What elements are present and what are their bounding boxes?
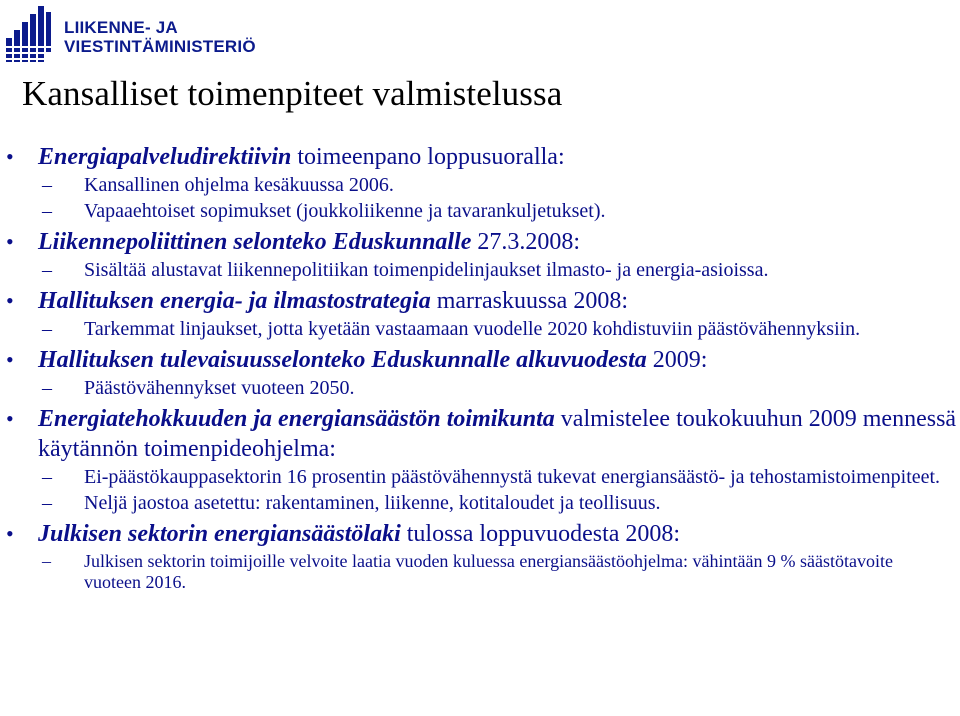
bullet-icon: • (6, 406, 14, 431)
list-item (0, 404, 960, 464)
dash-icon: – (42, 259, 52, 281)
dash-icon: – (42, 492, 52, 514)
logo-line-1: LIIKENNE- JA (64, 18, 178, 37)
sub-item (0, 259, 960, 282)
item-emphasis: Energiapalveludirektiivin (38, 144, 292, 170)
ministry-logo (6, 4, 306, 74)
list-item (0, 142, 960, 172)
list-item (0, 345, 960, 375)
sub-item (0, 200, 960, 223)
sub-item (0, 551, 960, 593)
ministry-logo-text (64, 18, 256, 56)
list-item (0, 286, 960, 316)
sub-item (0, 318, 960, 341)
ministry-logo-stripes-icon (6, 4, 62, 70)
bullet-icon: • (6, 229, 14, 254)
sub-item (0, 174, 960, 197)
sub-item-text: Vapaaehtoiset sopimukset (joukkoliikenne ja tavarankuljetukset). (84, 200, 606, 222)
dash-icon: – (42, 318, 52, 340)
bullet-icon: • (6, 347, 14, 372)
item-text: marraskuussa 2008: (430, 288, 628, 314)
sub-item-text: Kansallinen ohjelma kesäkuussa 2006. (84, 174, 394, 196)
sub-item (0, 466, 960, 489)
item-text: valmistelee toukokuuhun 2009 mennessä käytännön toimenpideohjelma: (38, 406, 957, 462)
item-emphasis: Hallituksen tulevaisuusselonteko Eduskunnalle alkuvuodesta (38, 347, 647, 373)
logo-line-2: VIESTINTÄMINISTERIÖ (64, 37, 256, 56)
sub-item (0, 377, 960, 400)
item-emphasis: Liikennepoliittinen selonteko Eduskunnalle (38, 229, 472, 255)
item-emphasis: Hallituksen energia- ja ilmastostrategia (38, 288, 431, 314)
sub-item-text: Sisältää alustavat liikennepolitiikan toimenpidelinjaukset ilmasto- ja energia-asioissa. (84, 259, 769, 281)
bullet-list (0, 142, 960, 596)
dash-icon: – (42, 174, 52, 196)
item-emphasis: Julkisen sektorin energiansäästölaki (38, 521, 401, 547)
page-title: Kansalliset toimenpiteet valmistelussa (22, 74, 563, 113)
bullet-icon: • (6, 521, 14, 546)
list-item (0, 227, 960, 257)
item-text: toimeenpano loppusuoralla: (291, 144, 565, 170)
item-text: 2009: (646, 347, 708, 373)
list-item (0, 519, 960, 549)
item-emphasis: Energiatehokkuuden ja energiansäästön toimikunta (38, 406, 555, 432)
item-text: 27.3.2008: (471, 229, 581, 255)
sub-item (0, 492, 960, 515)
item-text: tulossa loppuvuodesta 2008: (400, 521, 681, 547)
sub-item-text: Päästövähennykset vuoteen 2050. (84, 377, 355, 399)
dash-icon: – (42, 200, 52, 222)
sub-item-text: Julkisen sektorin toimijoille velvoite laatia vuoden kuluessa energiansäästöohjelma: vähintään 9 % säästötavoite vuoteen 2016. (84, 551, 893, 592)
bullet-icon: • (6, 288, 14, 313)
dash-icon: – (42, 551, 51, 571)
dash-icon: – (42, 377, 52, 399)
sub-item-text: Ei-päästökauppasektorin 16 prosentin päästövähennystä tukevat energiansäästö- ja tehostamistoimenpiteet. (84, 466, 941, 488)
sub-item-text: Tarkemmat linjaukset, jotta kyetään vastaamaan vuodelle 2020 kohdistuviin päästövähennyksiin. (84, 318, 861, 340)
dash-icon: – (42, 466, 52, 488)
sub-item-text: Neljä jaostoa asetettu: rakentaminen, liikenne, kotitaloudet ja teollisuus. (84, 492, 661, 514)
bullet-icon: • (6, 144, 14, 169)
